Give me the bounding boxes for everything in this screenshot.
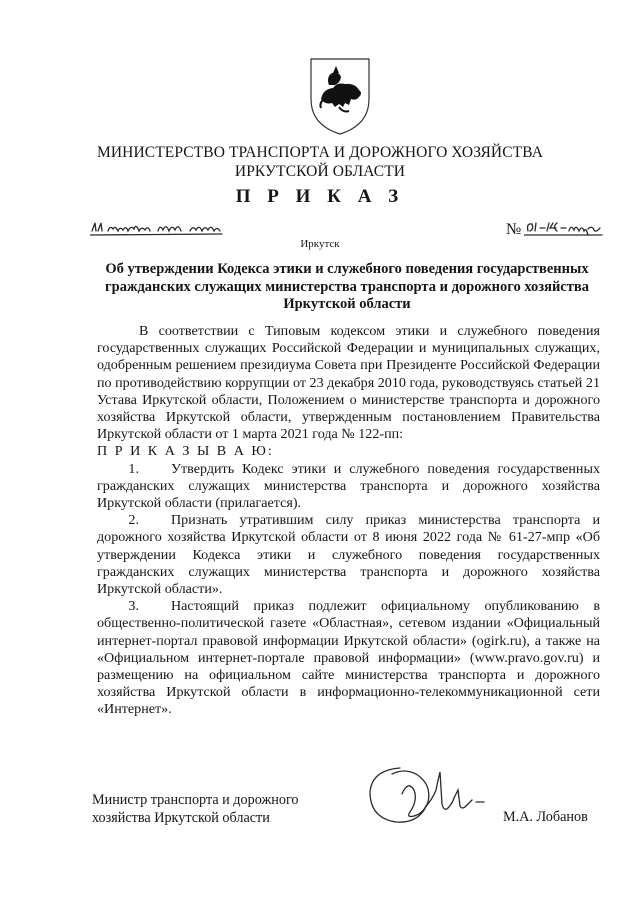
item-text: Признать утратившим силу приказ министерства транспорта и дорожного хозяйства Иркутской области от 8 июня 2022 года № 61-27-мпр «Об утверждении Кодекса этики и служебного поведения государственных гражданских служащих министерства транспорта и дорожного хозяйства Иркутской области». bbox=[97, 512, 600, 598]
order-number-sign: № bbox=[506, 221, 522, 238]
signatory-position-line1: Министр транспорта и дорожного bbox=[92, 792, 299, 808]
signatory-position-line2: хозяйства Иркутской области bbox=[92, 810, 270, 826]
document-type-title: П Р И К А З bbox=[235, 186, 405, 207]
handwritten-order-number bbox=[524, 219, 604, 237]
handwritten-signature bbox=[362, 760, 502, 830]
order-word: П Р И К А З Ы В А Ю: bbox=[97, 443, 274, 460]
order-body bbox=[97, 323, 600, 719]
item-number: 1. bbox=[128, 460, 139, 477]
item-number: 2. bbox=[128, 512, 139, 529]
item-text: Утвердить Кодекс этики и служебного поведения государственных гражданских служащих министерства транспорта и дорожного хозяйства Иркутской области (прилагается). bbox=[97, 460, 600, 512]
order-subject: Об утверждении Кодекса этики и служебного поведения государственных гражданских служащих министерства транспорта и дорожного хозяйства Иркутской области bbox=[105, 261, 589, 312]
ministry-name bbox=[0, 143, 640, 181]
order-item bbox=[97, 461, 600, 513]
order-item bbox=[97, 512, 600, 598]
signatory-name: М.А. Лобанов bbox=[503, 809, 588, 825]
signatory-position bbox=[92, 791, 299, 827]
handwritten-date bbox=[90, 219, 250, 237]
preamble-paragraph: В соответствии с Типовым кодексом этики и служебного поведения государственных служащих Российской Федерации и муниципальных служащих, одобренным решением президиума Совета при Президенте Российской Федерации по противодействию коррупции от 23 декабря 2010 года, руководствуясь статьей 21 Устава Иркутской области, Положением о министерстве транспорта и дорожного хозяйства Иркутской области, утвержденным постановлением Правительства Иркутской области от 1 марта 2021 года № 122-пп: bbox=[97, 323, 600, 443]
order-item bbox=[97, 598, 600, 718]
irkutsk-coat-of-arms-icon bbox=[299, 55, 381, 137]
ministry-name-line2: ИРКУТСКОЙ ОБЛАСТИ bbox=[234, 163, 406, 180]
city-label: Иркутск bbox=[300, 238, 340, 250]
item-text: Настоящий приказ подлежит официальному опубликованию в общественно-политической газете «Областная», сетевом издании «Официальный интернет-портал правовой информации Иркутской области» (ogirk.ru), а также на «Официальном интернет-портале правовой информации» (www.pravo.gov.ru) и размещению на официальном сайте министерства транспорта и дорожного хозяйства Иркутской области в информационно-телекоммуникационной сети «Интернет». bbox=[97, 598, 600, 718]
item-number: 3. bbox=[128, 598, 139, 615]
ministry-name-line1: МИНИСТЕРСТВО ТРАНСПОРТА И ДОРОЖНОГО ХОЗЯЙСТВА bbox=[97, 144, 543, 161]
